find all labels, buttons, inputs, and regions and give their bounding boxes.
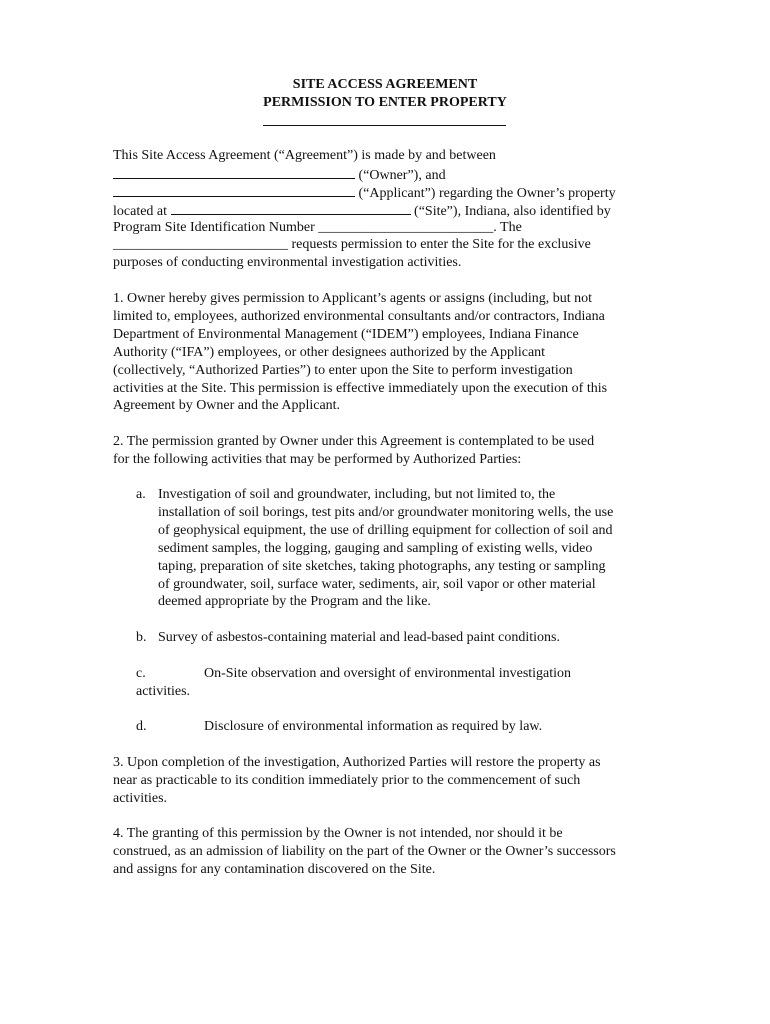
requests-line: _________________________ requests permission to enter the Site for the exclusive [113,237,591,252]
section1-line: Agreement by Owner and the Applicant. [113,398,341,413]
item-a-line: deemed appropriate by the Program and the like. [158,594,431,609]
section2-line: 2. The permission granted by Owner under this Agreement is contemplated to be used [113,434,595,449]
item-d-label: d. [136,719,147,734]
section4-line: construed, as an admission of liability on the part of the Owner or the Owner’s successors [113,844,616,859]
section3-line: 3. Upon completion of the investigation, Authorized Parties will restore the property as [113,755,601,770]
site-suffix: (“Site”), Indiana, also identified by [410,204,611,219]
section3-line: near as practicable to its condition immediately prior to the commencement of such [113,773,581,788]
item-c-continuation: activities. [136,684,191,699]
item-a-label: a. [136,487,146,502]
location-line [113,201,611,220]
program-id-line: Program Site Identification Number _________________________. The [113,220,522,235]
owner-line [113,165,446,184]
item-b-label: b. [136,630,147,645]
item-c-text: On-Site observation and oversight of environmental investigation [204,666,572,681]
section4-line: 4. The granting of this permission by the Owner is not intended, nor should it be [113,826,563,841]
item-a-line: of groundwater, soil, surface water, sediments, air, soil vapor or other material [158,577,596,592]
item-b-text: Survey of asbestos-containing material and lead-based paint conditions. [158,630,561,645]
section1-line: (collectively, “Authorized Parties”) to enter upon the Site to perform investigation [113,363,573,378]
section2-line: for the following activities that may be performed by Authorized Parties: [113,452,522,467]
section1-line: Authority (“IFA”) employees, or other designees authorized by the Applicant [113,345,546,360]
section3-line: activities. [113,791,168,806]
item-a-line: sediment samples, the logging, gauging and sampling of existing wells, video [158,541,593,556]
item-a-line: of geophysical equipment, the use of drilling equipment for collection of soil and [158,523,613,538]
located-prefix: located at [113,204,171,219]
applicant-suffix: (“Applicant”) regarding the Owner’s property [355,186,616,201]
title-underline [263,125,506,126]
owner-suffix: (“Owner”), and [355,168,446,183]
applicant-name-field[interactable] [113,183,355,197]
item-d-text: Disclosure of environmental information as required by law. [204,719,543,734]
section1-line: limited to, employees, authorized environmental consultants and/or contractors, Indiana [113,309,605,324]
purposes-line: purposes of conducting environmental investigation activities. [113,255,462,270]
document-title: SITE ACCESS AGREEMENT [292,77,478,92]
site-location-field[interactable] [171,201,411,215]
intro-line-1: This Site Access Agreement (“Agreement”) is made by and between [113,148,496,163]
item-a-line: installation of soil borings, test pits and/or groundwater monitoring wells, the use [158,505,614,520]
item-c-label: c. [136,666,146,681]
item-a-line: Investigation of soil and groundwater, including, but not limited to, the [158,487,556,502]
item-a-line: taping, preparation of site sketches, taking photographs, any testing or sampling [158,559,606,574]
section1-line: Department of Environmental Management (“IDEM”) employees, Indiana Finance [113,327,579,342]
section1-line: 1. Owner hereby gives permission to Applicant’s agents or assigns (including, but not [113,291,593,306]
owner-name-field[interactable] [113,165,355,179]
section1-line: activities at the Site. This permission is effective immediately upon the execution of this [113,381,608,396]
section4-line: and assigns for any contamination discovered on the Site. [113,862,436,877]
applicant-line [113,183,616,202]
document-subtitle: PERMISSION TO ENTER PROPERTY [263,95,507,110]
